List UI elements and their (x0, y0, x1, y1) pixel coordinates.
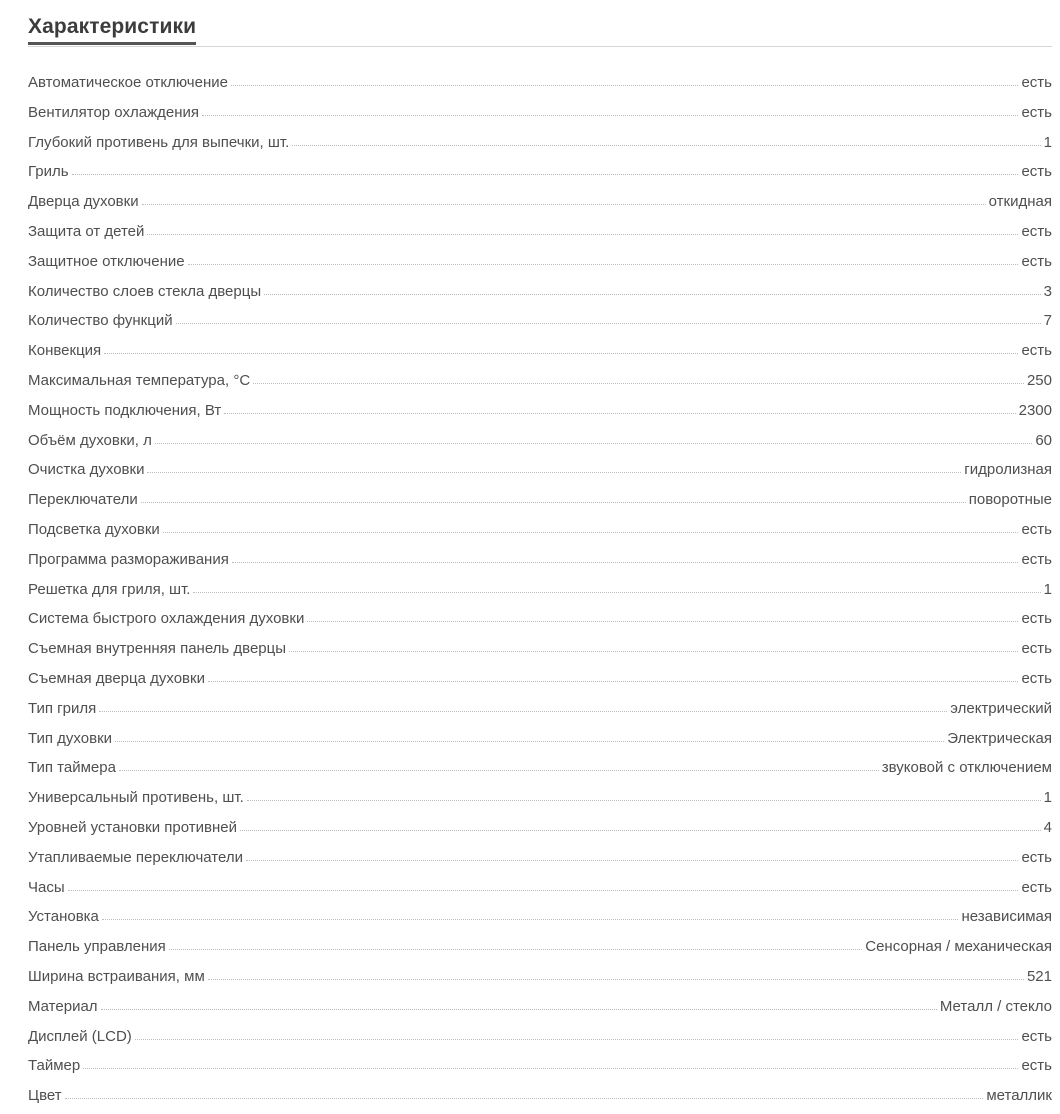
spec-name: Уровней установки противней (28, 818, 237, 836)
spec-value: есть (1021, 342, 1052, 360)
dotted-leader (72, 174, 1019, 175)
spec-name: Съемная внутренняя панель дверцы (28, 640, 287, 658)
dotted-leader (264, 294, 1041, 295)
spec-value: 60 (1035, 431, 1052, 449)
spec-row (28, 336, 1052, 366)
spec-value: Сенсорная / механическая (865, 938, 1052, 956)
spec-row (28, 753, 1052, 783)
spec-value: 7 (1043, 312, 1052, 330)
spec-name: Программа размораживания (28, 550, 229, 568)
spec-row (28, 604, 1052, 634)
spec-row (28, 843, 1052, 873)
spec-name: Съемная дверца духовки (28, 669, 205, 687)
spec-value: 2300 (1018, 401, 1052, 419)
spec-name: Часы (28, 878, 65, 896)
spec-row (28, 217, 1052, 247)
spec-name: Дверца духовки (28, 193, 139, 211)
spec-name: Тип гриля (28, 699, 97, 717)
dotted-leader (232, 562, 1019, 563)
spec-value: независимая (961, 908, 1052, 926)
spec-row (28, 873, 1052, 903)
spec-name: Цвет (28, 1087, 62, 1105)
dotted-leader (147, 234, 1018, 235)
specifications-list (28, 68, 1052, 1111)
spec-name: Максимальная температура, °С (28, 371, 251, 389)
spec-name: Переключатели (28, 491, 138, 509)
spec-value: есть (1021, 610, 1052, 628)
dotted-leader (224, 413, 1015, 414)
spec-value: Металл / стекло (939, 997, 1052, 1015)
spec-name: Утапливаемые переключатели (28, 848, 243, 866)
spec-row (28, 962, 1052, 992)
spec-row (28, 1022, 1052, 1052)
spec-value: 3 (1043, 282, 1052, 300)
spec-value: металлик (986, 1087, 1052, 1105)
spec-row (28, 932, 1052, 962)
spec-row (28, 515, 1052, 545)
spec-value: 1 (1043, 133, 1052, 151)
spec-name: Ширина встраивания, мм (28, 967, 205, 985)
spec-value: откидная (988, 193, 1052, 211)
spec-value: есть (1021, 878, 1052, 896)
spec-value: 250 (1026, 371, 1052, 389)
spec-name: Панель управления (28, 938, 166, 956)
spec-value: есть (1021, 848, 1052, 866)
spec-value: звуковой с отключением (881, 759, 1052, 777)
spec-row (28, 664, 1052, 694)
spec-value: есть (1021, 163, 1052, 181)
spec-name: Таймер (28, 1057, 81, 1075)
dotted-leader (193, 592, 1040, 593)
spec-value: электрический (950, 699, 1052, 717)
dotted-leader (176, 323, 1041, 324)
dotted-leader (247, 800, 1041, 801)
spec-name: Автоматическое отключение (28, 74, 228, 91)
dotted-leader (292, 145, 1040, 146)
spec-name: Тип духовки (28, 729, 113, 747)
spec-name: Глубокий противень для выпечки, шт. (28, 133, 290, 151)
specifications-header (28, 14, 1052, 47)
spec-row (28, 634, 1052, 664)
spec-value: Электрическая (947, 729, 1052, 747)
spec-value: 1 (1043, 789, 1052, 807)
spec-row (28, 813, 1052, 843)
spec-value: есть (1021, 252, 1052, 270)
spec-row (28, 575, 1052, 605)
spec-value: гидролизная (964, 461, 1052, 479)
spec-name: Количество слоев стекла дверцы (28, 282, 262, 300)
spec-name: Объём духовки, л (28, 431, 152, 449)
dotted-leader (141, 502, 966, 503)
dotted-leader (155, 443, 1032, 444)
spec-name: Гриль (28, 163, 69, 181)
dotted-leader (208, 681, 1019, 682)
spec-name: Система быстрого охлаждения духовки (28, 610, 305, 628)
dotted-leader (104, 353, 1018, 354)
spec-row (28, 545, 1052, 575)
dotted-leader (83, 1068, 1018, 1069)
spec-value: есть (1021, 74, 1052, 91)
dotted-leader (135, 1039, 1019, 1040)
dotted-leader (246, 860, 1018, 861)
spec-row (28, 306, 1052, 336)
dotted-leader (99, 711, 947, 712)
spec-name: Материал (28, 997, 98, 1015)
specifications-section (28, 14, 1052, 1105)
spec-row (28, 68, 1052, 98)
dotted-leader (208, 979, 1024, 980)
spec-name: Мощность подключения, Вт (28, 401, 222, 419)
dotted-leader (307, 621, 1018, 622)
spec-row (28, 396, 1052, 426)
spec-name: Защита от детей (28, 222, 145, 240)
spec-name: Подсветка духовки (28, 520, 160, 538)
spec-name: Установка (28, 908, 99, 926)
spec-row (28, 128, 1052, 158)
dotted-leader (142, 204, 986, 205)
dotted-leader (101, 1009, 937, 1010)
dotted-leader (289, 651, 1018, 652)
dotted-leader (147, 472, 961, 473)
spec-value: есть (1021, 550, 1052, 568)
dotted-leader (65, 1098, 984, 1099)
spec-row (28, 783, 1052, 813)
spec-name: Дисплей (LCD) (28, 1027, 132, 1045)
spec-value: есть (1021, 640, 1052, 658)
spec-name: Вентилятор охлаждения (28, 103, 199, 121)
dotted-leader (169, 949, 862, 950)
spec-name: Очистка духовки (28, 461, 145, 479)
spec-row (28, 247, 1052, 277)
spec-value: 1 (1043, 580, 1052, 598)
spec-value: есть (1021, 1057, 1052, 1075)
dotted-leader (253, 383, 1024, 384)
spec-row (28, 694, 1052, 724)
spec-value: есть (1021, 520, 1052, 538)
spec-name: Тип таймера (28, 759, 116, 777)
dotted-leader (115, 741, 944, 742)
spec-row (28, 277, 1052, 307)
spec-row (28, 992, 1052, 1022)
dotted-leader (68, 890, 1019, 891)
spec-value: 4 (1043, 818, 1052, 836)
spec-value: 521 (1026, 967, 1052, 985)
spec-row (28, 485, 1052, 515)
spec-name: Решетка для гриля, шт. (28, 580, 191, 598)
dotted-leader (188, 264, 1019, 265)
spec-value: есть (1021, 1027, 1052, 1045)
spec-row (28, 157, 1052, 187)
dotted-leader (231, 85, 1019, 86)
spec-value: есть (1021, 103, 1052, 121)
section-title: Характеристики (28, 14, 196, 45)
spec-row (28, 1081, 1052, 1111)
spec-row (28, 902, 1052, 932)
spec-name: Конвекция (28, 342, 102, 360)
spec-row (28, 455, 1052, 485)
spec-row (28, 1051, 1052, 1081)
dotted-leader (119, 770, 879, 771)
spec-row (28, 426, 1052, 456)
spec-value: есть (1021, 222, 1052, 240)
dotted-leader (102, 919, 959, 920)
dotted-leader (240, 830, 1041, 831)
spec-row (28, 187, 1052, 217)
spec-name: Защитное отключение (28, 252, 185, 270)
spec-row (28, 724, 1052, 754)
dotted-leader (163, 532, 1019, 533)
dotted-leader (202, 115, 1018, 116)
spec-name: Количество функций (28, 312, 173, 330)
spec-row (28, 98, 1052, 128)
spec-value: есть (1021, 669, 1052, 687)
spec-value: поворотные (968, 491, 1052, 509)
spec-row (28, 366, 1052, 396)
spec-name: Универсальный противень, шт. (28, 789, 244, 807)
